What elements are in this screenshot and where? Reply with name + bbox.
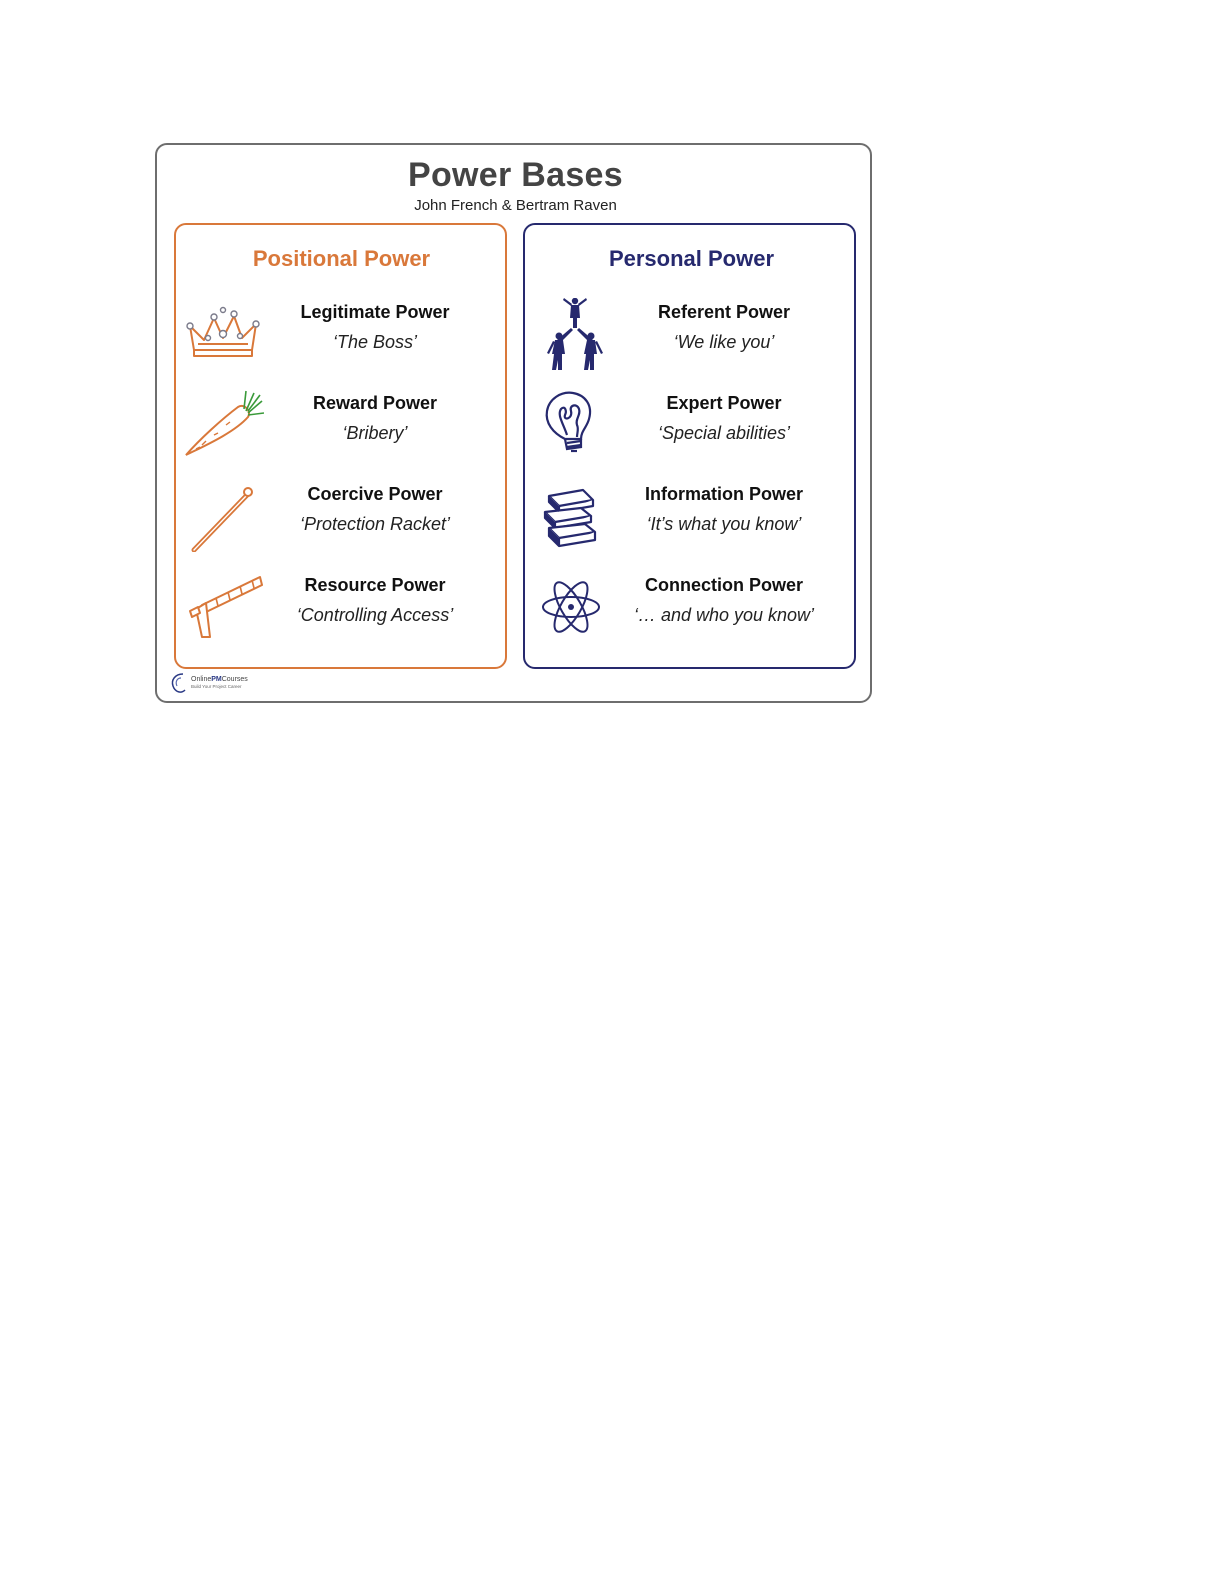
resource-power-quote: ‘Controlling Access’ (296, 605, 454, 625)
legitimate-power-name: Legitimate Power (300, 302, 450, 322)
reward-power-item (176, 393, 509, 473)
logo-tagline: Build Your Project Career (191, 684, 242, 689)
expert-power-item (525, 393, 858, 473)
expert-power-quote: ‘Special abilities’ (657, 423, 791, 443)
resource-power-name: Resource Power (304, 575, 446, 595)
diagram-subtitle: John French & Bertram Raven (414, 197, 617, 214)
expert-power-name: Expert Power (666, 393, 782, 413)
lightbulb-icon (531, 389, 613, 461)
connection-power-quote: ‘… and who you know’ (633, 605, 815, 625)
onlinepmcourses-logo (169, 672, 279, 696)
people-pyramid-icon (531, 298, 613, 370)
stick-icon (182, 480, 264, 552)
personal-power-panel (523, 223, 856, 669)
information-power-quote: ‘It’s what you know’ (646, 514, 802, 534)
resource-power-item (176, 575, 509, 655)
coercive-power-name: Coercive Power (307, 484, 443, 504)
logo-wordmark: OnlinePMCourses (191, 676, 248, 683)
connection-power-item (525, 575, 858, 655)
positional-power-heading: Positional Power (252, 246, 431, 271)
atom-icon (531, 571, 613, 643)
crown-icon (182, 298, 264, 370)
books-icon (531, 480, 613, 552)
coercive-power-quote: ‘Protection Racket’ (299, 514, 451, 534)
personal-power-heading: Personal Power (608, 246, 775, 271)
reward-power-quote: ‘Bribery’ (342, 423, 408, 443)
logo-mark-icon (169, 672, 189, 694)
power-bases-card (155, 143, 872, 703)
carrot-icon (182, 389, 264, 461)
information-power-item (525, 484, 858, 564)
connection-power-name: Connection Power (644, 575, 803, 595)
reward-power-name: Reward Power (312, 393, 438, 413)
referent-power-name: Referent Power (657, 302, 791, 322)
barrier-icon (182, 571, 264, 643)
information-power-name: Information Power (644, 484, 803, 504)
referent-power-item (525, 302, 858, 382)
coercive-power-item (176, 484, 509, 564)
positional-power-panel (174, 223, 507, 669)
referent-power-quote: ‘We like you’ (673, 332, 775, 352)
legitimate-power-item (176, 302, 509, 382)
diagram-title: Power Bases (408, 156, 623, 194)
legitimate-power-quote: ‘The Boss’ (332, 332, 418, 352)
